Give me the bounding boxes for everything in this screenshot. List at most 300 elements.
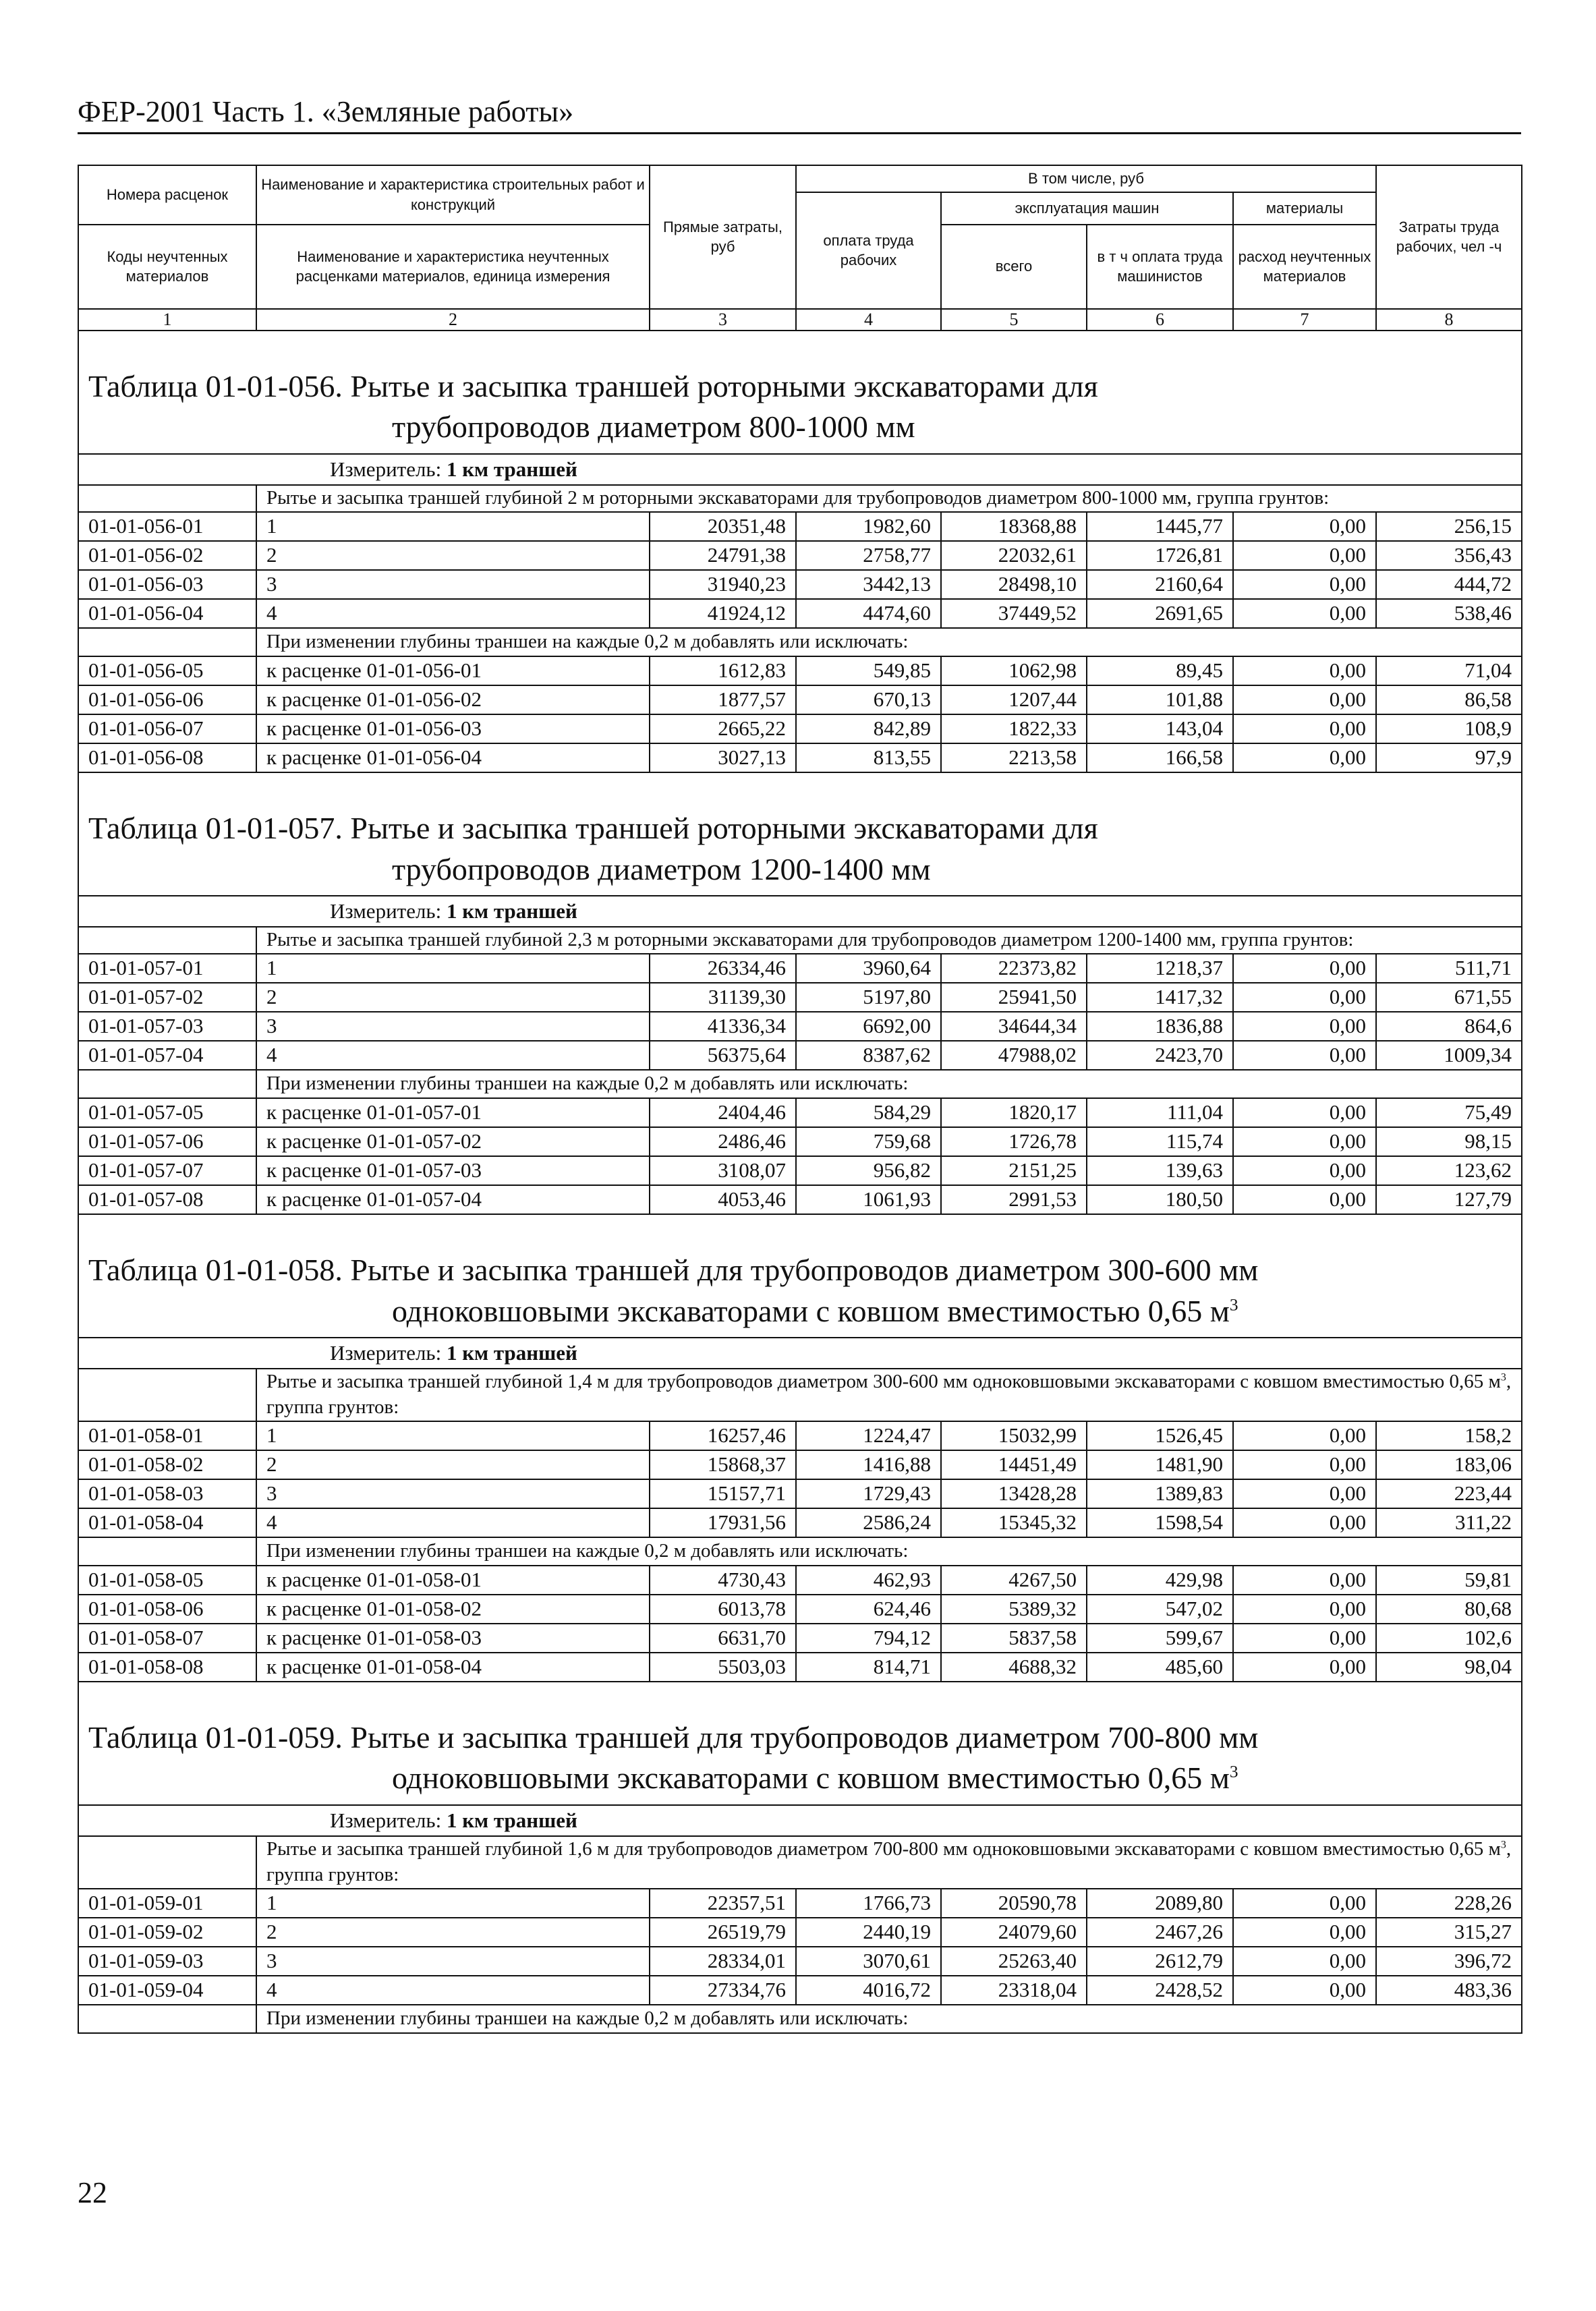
worker-pay: 4474,60 (796, 599, 941, 628)
machine-total: 1822,33 (941, 714, 1087, 743)
material-usage: 0,00 (1233, 570, 1376, 599)
rate-code: 01-01-057-01 (78, 954, 256, 983)
depth-row (78, 1127, 1522, 1156)
worker-pay: 462,93 (796, 1566, 941, 1595)
rate-code: 01-01-058-02 (78, 1450, 256, 1479)
labor-hours: 511,71 (1376, 954, 1522, 983)
depth-row (78, 1624, 1522, 1653)
machinist-pay: 1218,37 (1087, 954, 1233, 983)
rate-code: 01-01-056-07 (78, 714, 256, 743)
work-description (256, 927, 1522, 954)
direct-cost: 24791,38 (650, 541, 796, 570)
machine-total: 22373,82 (941, 954, 1087, 983)
machinist-pay: 2691,65 (1087, 599, 1233, 628)
depth-row (78, 743, 1522, 772)
machinist-pay: 1598,54 (1087, 1508, 1233, 1537)
material-usage: 0,00 (1233, 954, 1376, 983)
direct-cost: 15868,37 (650, 1450, 796, 1479)
rate-code: 01-01-057-05 (78, 1098, 256, 1127)
direct-cost: 3108,07 (650, 1156, 796, 1185)
rate-row (78, 1421, 1522, 1450)
unit-row (78, 454, 1522, 485)
rate-code: 01-01-059-03 (78, 1947, 256, 1976)
labor-hours: 75,49 (1376, 1098, 1522, 1127)
machinist-pay: 115,74 (1087, 1127, 1233, 1156)
header-materials: материалы (1233, 192, 1376, 225)
column-number: 1 (78, 309, 256, 331)
table-title-text: трубопроводов диаметром 1200-1400 мм (392, 851, 931, 886)
table-header (78, 165, 1522, 331)
rate-position: к расценке 01-01-057-02 (256, 1127, 650, 1156)
rate-row (78, 1479, 1522, 1508)
work-description-text: Рытье и засыпка траншей глубиной 2 м роторными экскаваторами для трубопроводов диаметром 800-1000 мм, группа грунтов: (266, 487, 1330, 509)
depth-row (78, 656, 1522, 685)
header-machine-operation: эксплуатация машин (941, 192, 1233, 225)
header-labor: Затраты труда рабочих, чел -ч (1376, 165, 1522, 309)
empty-cell (78, 628, 256, 656)
empty-cell (78, 1369, 256, 1421)
material-usage: 0,00 (1233, 1421, 1376, 1450)
unit-value: 1 км траншей (446, 899, 577, 923)
labor-hours: 311,22 (1376, 1508, 1522, 1537)
rate-code: 01-01-058-03 (78, 1479, 256, 1508)
table-title-row (78, 331, 1522, 454)
machinist-pay: 485,60 (1087, 1653, 1233, 1682)
worker-pay: 2758,77 (796, 541, 941, 570)
worker-pay: 813,55 (796, 743, 941, 772)
header-machinist-pay: в т ч оплата труда машинистов (1087, 225, 1233, 309)
machinist-pay: 599,67 (1087, 1624, 1233, 1653)
work-description (256, 1836, 1522, 1888)
worker-pay: 670,13 (796, 685, 941, 714)
column-number: 2 (256, 309, 650, 331)
labor-hours: 102,6 (1376, 1624, 1522, 1653)
worker-pay: 3070,61 (796, 1947, 941, 1976)
rate-code: 01-01-059-01 (78, 1889, 256, 1918)
direct-cost: 26519,79 (650, 1918, 796, 1947)
machine-total: 18368,88 (941, 512, 1087, 541)
machinist-pay: 1389,83 (1087, 1479, 1233, 1508)
labor-hours: 315,27 (1376, 1918, 1522, 1947)
empty-cell (78, 2005, 256, 2033)
depth-note-row (78, 628, 1522, 656)
work-description-text: Рытье и засыпка траншей глубиной 1,6 м для трубопроводов диаметром 700-800 мм одноковшовыми экскаваторами с ковшом вместимостью 0,65 м (266, 1838, 1501, 1860)
rate-code: 01-01-059-04 (78, 1976, 256, 2005)
machine-total: 2991,53 (941, 1185, 1087, 1214)
labor-hours: 98,15 (1376, 1127, 1522, 1156)
rate-row (78, 1012, 1522, 1041)
machinist-pay: 166,58 (1087, 743, 1233, 772)
labor-hours: 864,6 (1376, 1012, 1522, 1041)
rate-position: 1 (256, 954, 650, 983)
worker-pay: 8387,62 (796, 1041, 941, 1070)
table-title (78, 331, 1522, 454)
rate-row (78, 1976, 1522, 2005)
direct-cost: 56375,64 (650, 1041, 796, 1070)
unit-label: Измеритель: (330, 1808, 442, 1833)
depth-row (78, 685, 1522, 714)
rate-code: 01-01-057-04 (78, 1041, 256, 1070)
direct-cost: 16257,46 (650, 1421, 796, 1450)
labor-hours: 483,36 (1376, 1976, 1522, 2005)
work-description-text: Рытье и засыпка траншей глубиной 2,3 м роторными экскаваторами для трубопроводов диаметром 1200-1400 мм, группа грунтов: (266, 929, 1354, 951)
machine-total: 2213,58 (941, 743, 1087, 772)
rate-position: 1 (256, 1889, 650, 1918)
material-usage: 0,00 (1233, 512, 1376, 541)
rate-position: к расценке 01-01-057-01 (256, 1098, 650, 1127)
depth-row (78, 1156, 1522, 1185)
direct-cost: 28334,01 (650, 1947, 796, 1976)
unit-value: 1 км траншей (446, 457, 577, 482)
direct-cost: 6013,78 (650, 1595, 796, 1624)
rate-code: 01-01-058-07 (78, 1624, 256, 1653)
empty-cell (78, 1836, 256, 1888)
rate-position: 3 (256, 1947, 650, 1976)
labor-hours: 183,06 (1376, 1450, 1522, 1479)
rate-position: к расценке 01-01-056-04 (256, 743, 650, 772)
empty-cell (78, 485, 256, 512)
rate-code: 01-01-058-08 (78, 1653, 256, 1682)
table-title-line: Таблица 01-01-059. Рытье и засыпка траншей для трубопроводов диаметром 700-800 мм (88, 1719, 1259, 1754)
direct-cost: 17931,56 (650, 1508, 796, 1537)
unit-line (78, 454, 1522, 485)
direct-cost: 2665,22 (650, 714, 796, 743)
direct-cost: 31940,23 (650, 570, 796, 599)
table-title-line (88, 407, 1512, 448)
material-usage: 0,00 (1233, 1127, 1376, 1156)
machine-total: 4267,50 (941, 1566, 1087, 1595)
empty-cell (78, 1537, 256, 1566)
rate-row (78, 1918, 1522, 1947)
rates-table (78, 165, 1522, 2034)
material-usage: 0,00 (1233, 1947, 1376, 1976)
direct-cost: 4053,46 (650, 1185, 796, 1214)
machine-total: 37449,52 (941, 599, 1087, 628)
unit-label: Измеритель: (330, 899, 442, 923)
material-usage: 0,00 (1233, 1156, 1376, 1185)
rate-position: 3 (256, 1479, 650, 1508)
rate-position: к расценке 01-01-056-02 (256, 685, 650, 714)
worker-pay: 3442,13 (796, 570, 941, 599)
rate-code: 01-01-057-06 (78, 1127, 256, 1156)
table-title-row (78, 1682, 1522, 1805)
worker-pay: 2586,24 (796, 1508, 941, 1537)
table-title-line: Таблица 01-01-057. Рытье и засыпка траншей роторными экскаваторами для (88, 810, 1098, 845)
labor-hours: 223,44 (1376, 1479, 1522, 1508)
worker-pay: 794,12 (796, 1624, 941, 1653)
column-number: 7 (1233, 309, 1376, 331)
machinist-pay: 2160,64 (1087, 570, 1233, 599)
superscript: 3 (1229, 1763, 1238, 1782)
direct-cost: 2404,46 (650, 1098, 796, 1127)
header-material-name: Наименование и характеристика неучтенных расценками материалов, единица измерения (256, 225, 650, 309)
rate-code: 01-01-058-05 (78, 1566, 256, 1595)
superscript: 3 (1500, 1839, 1506, 1851)
rate-position: 4 (256, 1508, 650, 1537)
direct-cost: 27334,76 (650, 1976, 796, 2005)
labor-hours: 1009,34 (1376, 1041, 1522, 1070)
labor-hours: 97,9 (1376, 743, 1522, 772)
worker-pay: 1061,93 (796, 1185, 941, 1214)
rate-row (78, 983, 1522, 1012)
labor-hours: 158,2 (1376, 1421, 1522, 1450)
machinist-pay: 1836,88 (1087, 1012, 1233, 1041)
machinist-pay: 2612,79 (1087, 1947, 1233, 1976)
worker-pay: 1416,88 (796, 1450, 941, 1479)
machine-total: 1820,17 (941, 1098, 1087, 1127)
header-material-codes: Коды неучтенных материалов (78, 225, 256, 309)
rate-row (78, 1450, 1522, 1479)
machine-total: 24079,60 (941, 1918, 1087, 1947)
rate-position: к расценке 01-01-056-03 (256, 714, 650, 743)
worker-pay: 5197,80 (796, 983, 941, 1012)
header-machine-total: всего (941, 225, 1087, 309)
labor-hours: 86,58 (1376, 685, 1522, 714)
table-title-line (88, 849, 1512, 890)
rate-row (78, 1041, 1522, 1070)
material-usage: 0,00 (1233, 1041, 1376, 1070)
rate-position: к расценке 01-01-058-01 (256, 1566, 650, 1595)
unit-value: 1 км траншей (446, 1808, 577, 1833)
rate-position: к расценке 01-01-057-03 (256, 1156, 650, 1185)
superscript: 3 (1500, 1371, 1506, 1383)
rate-row (78, 1508, 1522, 1537)
table-title (78, 772, 1522, 896)
depth-row (78, 1566, 1522, 1595)
machine-total: 23318,04 (941, 1976, 1087, 2005)
material-usage: 0,00 (1233, 1479, 1376, 1508)
rate-code: 01-01-056-05 (78, 656, 256, 685)
rate-position: 3 (256, 570, 650, 599)
rate-code: 01-01-057-02 (78, 983, 256, 1012)
superscript: 3 (1229, 1295, 1238, 1315)
rate-row (78, 954, 1522, 983)
table-title-text: трубопроводов диаметром 800-1000 мм (392, 409, 915, 445)
unit-value: 1 км траншей (446, 1341, 577, 1365)
column-number: 6 (1087, 309, 1233, 331)
material-usage: 0,00 (1233, 1098, 1376, 1127)
running-head: ФЕР-2001 Часть 1. «Земляные работы» (78, 95, 574, 128)
material-usage: 0,00 (1233, 599, 1376, 628)
header-rule (78, 132, 1521, 134)
machinist-pay: 1417,32 (1087, 983, 1233, 1012)
machine-total: 1062,98 (941, 656, 1087, 685)
direct-cost: 5503,03 (650, 1653, 796, 1682)
header-rate-numbers: Номера расценок (78, 165, 256, 225)
rate-position: к расценке 01-01-058-03 (256, 1624, 650, 1653)
labor-hours: 538,46 (1376, 599, 1522, 628)
machine-total: 5389,32 (941, 1595, 1087, 1624)
rate-code: 01-01-056-04 (78, 599, 256, 628)
unit-row (78, 1338, 1522, 1369)
worker-pay: 549,85 (796, 656, 941, 685)
direct-cost: 31139,30 (650, 983, 796, 1012)
material-usage: 0,00 (1233, 1595, 1376, 1624)
rate-position: 2 (256, 1918, 650, 1947)
table-title (78, 1682, 1522, 1805)
worker-pay: 842,89 (796, 714, 941, 743)
machinist-pay: 1445,77 (1087, 512, 1233, 541)
depth-note: При изменении глубины траншеи на каждые 0,2 м добавлять или исключать: (256, 2005, 1522, 2033)
machinist-pay: 2089,80 (1087, 1889, 1233, 1918)
direct-cost: 22357,51 (650, 1889, 796, 1918)
labor-hours: 80,68 (1376, 1595, 1522, 1624)
machine-total: 22032,61 (941, 541, 1087, 570)
material-usage: 0,00 (1233, 1889, 1376, 1918)
direct-cost: 2486,46 (650, 1127, 796, 1156)
labor-hours: 444,72 (1376, 570, 1522, 599)
rate-position: 1 (256, 1421, 650, 1450)
unit-line (78, 896, 1522, 927)
table-title (78, 1214, 1522, 1338)
rate-code: 01-01-057-08 (78, 1185, 256, 1214)
direct-cost: 20351,48 (650, 512, 796, 541)
rate-code: 01-01-056-06 (78, 685, 256, 714)
unit-line (78, 1805, 1522, 1836)
worker-pay: 624,46 (796, 1595, 941, 1624)
table-title-row (78, 1214, 1522, 1338)
rate-code: 01-01-059-02 (78, 1918, 256, 1947)
machine-total: 13428,28 (941, 1479, 1087, 1508)
column-number: 3 (650, 309, 796, 331)
worker-pay: 6692,00 (796, 1012, 941, 1041)
unit-row (78, 1805, 1522, 1836)
page-number: 22 (78, 2176, 107, 2209)
labor-hours: 71,04 (1376, 656, 1522, 685)
subheading-row (78, 927, 1522, 954)
machine-total: 25263,40 (941, 1947, 1087, 1976)
machinist-pay: 1526,45 (1087, 1421, 1233, 1450)
table-title-line: Таблица 01-01-058. Рытье и засыпка траншей для трубопроводов диаметром 300-600 мм (88, 1252, 1259, 1287)
header-direct-costs: Прямые затраты, руб (650, 165, 796, 309)
rate-code: 01-01-058-04 (78, 1508, 256, 1537)
rate-position: к расценке 01-01-056-01 (256, 656, 650, 685)
material-usage: 0,00 (1233, 1653, 1376, 1682)
work-description (256, 1369, 1522, 1421)
work-description-text: Рытье и засыпка траншей глубиной 1,4 м для трубопроводов диаметром 300-600 мм одноковшовыми экскаваторами с ковшом вместимостью 0,65 м (266, 1371, 1501, 1393)
rate-position: 4 (256, 599, 650, 628)
machinist-pay: 111,04 (1087, 1098, 1233, 1127)
rate-row (78, 1889, 1522, 1918)
machinist-pay: 1726,81 (1087, 541, 1233, 570)
direct-cost: 4730,43 (650, 1566, 796, 1595)
rate-row (78, 599, 1522, 628)
material-usage: 0,00 (1233, 983, 1376, 1012)
depth-row (78, 1098, 1522, 1127)
labor-hours: 228,26 (1376, 1889, 1522, 1918)
depth-note: При изменении глубины траншеи на каждые 0,2 м добавлять или исключать: (256, 1070, 1522, 1098)
unit-line (78, 1338, 1522, 1369)
work-description (256, 485, 1522, 512)
depth-row (78, 1595, 1522, 1624)
rate-code: 01-01-056-03 (78, 570, 256, 599)
rate-row (78, 541, 1522, 570)
worker-pay: 1729,43 (796, 1479, 941, 1508)
table-title-line (88, 1758, 1512, 1799)
empty-cell (78, 1070, 256, 1098)
table-title-line: Таблица 01-01-056. Рытье и засыпка траншей роторными экскаваторами для (88, 368, 1098, 403)
table-title-text: одноковшовыми экскаваторами с ковшом вместимостью 0,65 м (392, 1293, 1230, 1328)
direct-cost: 1877,57 (650, 685, 796, 714)
machine-total: 20590,78 (941, 1889, 1087, 1918)
material-usage: 0,00 (1233, 1976, 1376, 2005)
machinist-pay: 1481,90 (1087, 1450, 1233, 1479)
machine-total: 34644,34 (941, 1012, 1087, 1041)
rate-code: 01-01-058-01 (78, 1421, 256, 1450)
header-material-usage: расход неучтенных материалов (1233, 225, 1376, 309)
material-usage: 0,00 (1233, 1508, 1376, 1537)
work-description-tail: , группа грунтов: (266, 1371, 1512, 1419)
machinist-pay: 143,04 (1087, 714, 1233, 743)
machinist-pay: 429,98 (1087, 1566, 1233, 1595)
machine-total: 1207,44 (941, 685, 1087, 714)
machine-total: 15345,32 (941, 1508, 1087, 1537)
machine-total: 15032,99 (941, 1421, 1087, 1450)
machine-total: 5837,58 (941, 1624, 1087, 1653)
rate-code: 01-01-058-06 (78, 1595, 256, 1624)
direct-cost: 41336,34 (650, 1012, 796, 1041)
direct-cost: 41924,12 (650, 599, 796, 628)
material-usage: 0,00 (1233, 1918, 1376, 1947)
depth-row (78, 714, 1522, 743)
machinist-pay: 2467,26 (1087, 1918, 1233, 1947)
labor-hours: 59,81 (1376, 1566, 1522, 1595)
machinist-pay: 101,88 (1087, 685, 1233, 714)
material-usage: 0,00 (1233, 1624, 1376, 1653)
machinist-pay: 2423,70 (1087, 1041, 1233, 1070)
rate-row (78, 1947, 1522, 1976)
rate-position: 2 (256, 541, 650, 570)
machine-total: 1726,78 (941, 1127, 1087, 1156)
rate-position: 4 (256, 1041, 650, 1070)
empty-cell (78, 927, 256, 954)
material-usage: 0,00 (1233, 1450, 1376, 1479)
header-worker-pay: оплата труда рабочих (796, 192, 941, 309)
rate-code: 01-01-057-03 (78, 1012, 256, 1041)
machine-total: 4688,32 (941, 1653, 1087, 1682)
column-number: 8 (1376, 309, 1522, 331)
unit-label: Измеритель: (330, 457, 442, 482)
machinist-pay: 2428,52 (1087, 1976, 1233, 2005)
worker-pay: 584,29 (796, 1098, 941, 1127)
direct-cost: 6631,70 (650, 1624, 796, 1653)
direct-cost: 3027,13 (650, 743, 796, 772)
subheading-row (78, 1836, 1522, 1888)
machinist-pay: 547,02 (1087, 1595, 1233, 1624)
worker-pay: 4016,72 (796, 1976, 941, 2005)
machinist-pay: 139,63 (1087, 1156, 1233, 1185)
machine-total: 25941,50 (941, 983, 1087, 1012)
machine-total: 14451,49 (941, 1450, 1087, 1479)
table-title-line (88, 1291, 1512, 1332)
labor-hours: 396,72 (1376, 1947, 1522, 1976)
machine-total: 28498,10 (941, 570, 1087, 599)
rate-position: к расценке 01-01-058-02 (256, 1595, 650, 1624)
depth-note-row (78, 1070, 1522, 1098)
machinist-pay: 89,45 (1087, 656, 1233, 685)
rate-position: 4 (256, 1976, 650, 2005)
labor-hours: 123,62 (1376, 1156, 1522, 1185)
rate-code: 01-01-056-02 (78, 541, 256, 570)
material-usage: 0,00 (1233, 1566, 1376, 1595)
worker-pay: 956,82 (796, 1156, 941, 1185)
rate-row (78, 570, 1522, 599)
labor-hours: 256,15 (1376, 512, 1522, 541)
worker-pay: 1982,60 (796, 512, 941, 541)
rate-position: к расценке 01-01-057-04 (256, 1185, 650, 1214)
work-description-tail: , группа грунтов: (266, 1838, 1512, 1885)
depth-row (78, 1653, 1522, 1682)
